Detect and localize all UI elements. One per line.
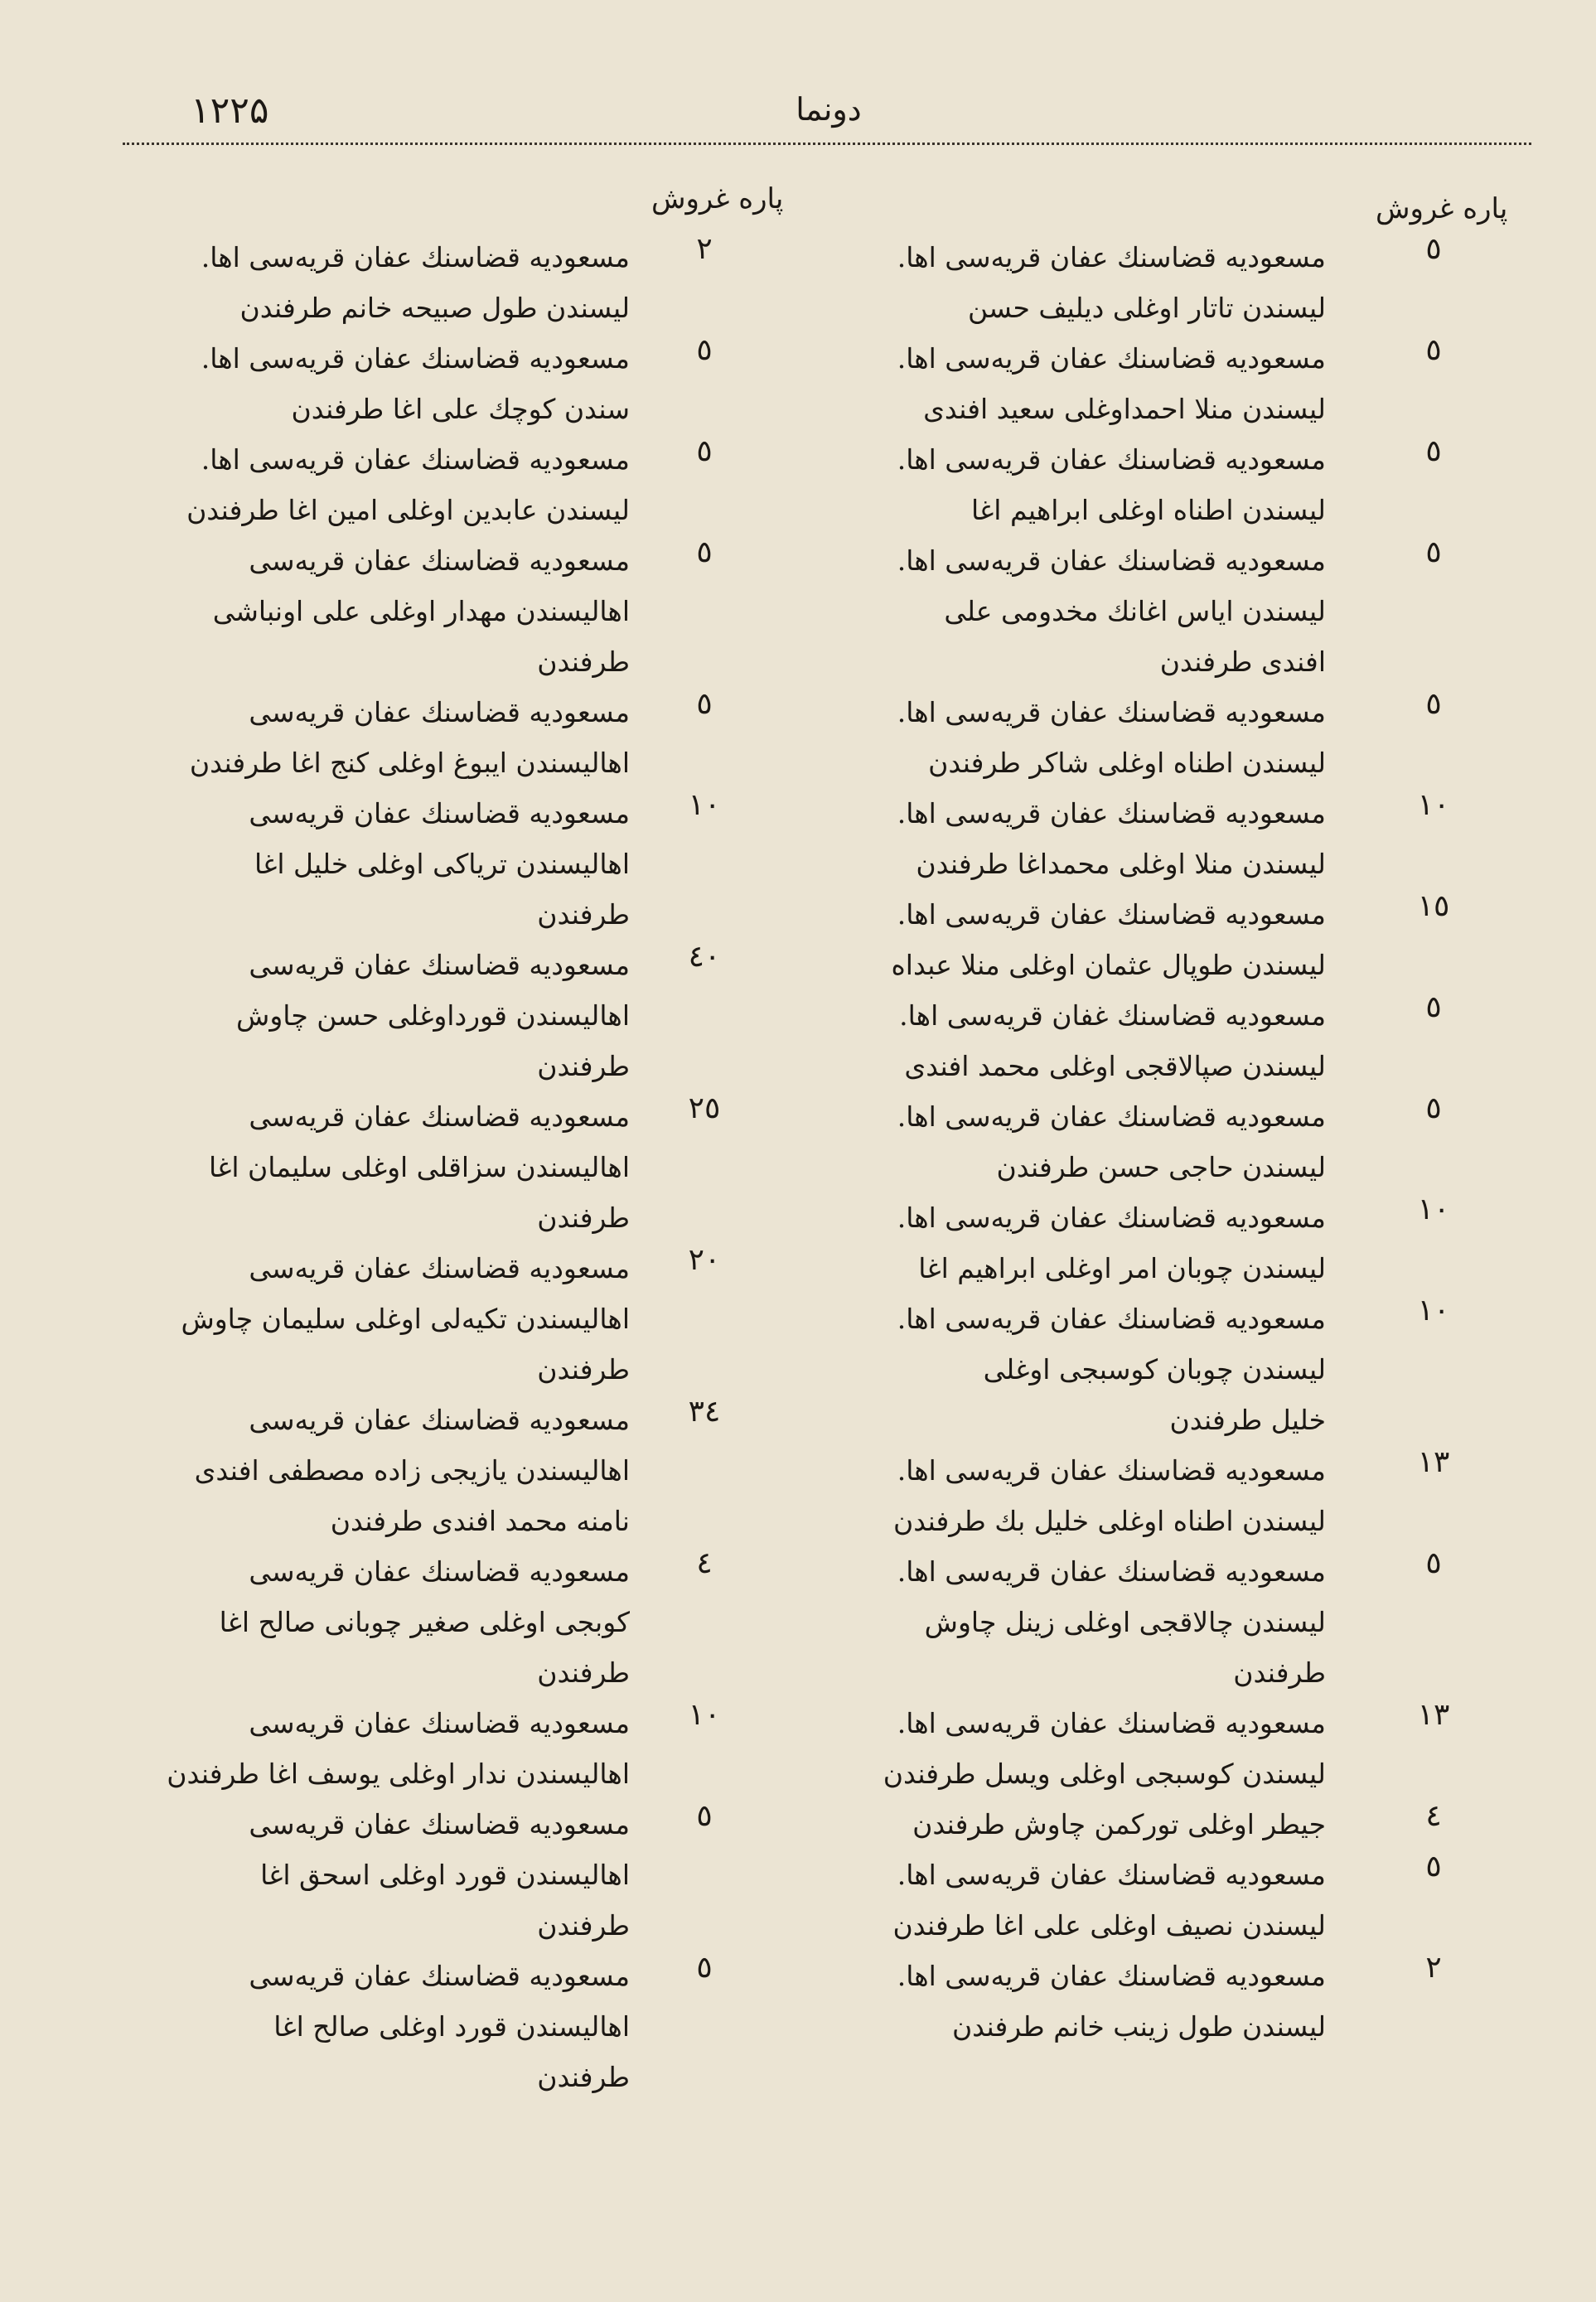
entry-line: مسعودیه قضاسنك غفان قریه‌سی اها.	[899, 999, 1326, 1032]
entry-text	[99, 1951, 630, 2102]
entry-amount: ٥	[696, 687, 713, 721]
entry-line: مسعودیه قضاسنك عفان قریه‌سی اها.	[897, 1707, 1326, 1739]
entry-amount: ٥	[696, 434, 713, 468]
entry-amount: ٥	[1425, 434, 1442, 468]
entry-line: مسعودیه قضاسنك عفان قریه‌سی	[249, 696, 630, 728]
entry-amount: ٣٤	[688, 1395, 721, 1429]
entry-line: مسعودیه قضاسنك عفان قریه‌سی اها.	[897, 443, 1326, 476]
entry-line: مسعودیه قضاسنك عفان قریه‌سی اها.	[897, 1202, 1326, 1234]
entry-amount: ٥	[1425, 1091, 1442, 1125]
entry-line: مسعودیه قضاسنك عفان قریه‌سی	[249, 1555, 630, 1588]
entry-line: لیسندن کوسبجی اوغلی ویسل طرفندن	[883, 1758, 1326, 1790]
donation-entry	[837, 434, 1500, 535]
entry-line: اهالیسندن قورد اوغلی اسحق اغا	[260, 1859, 630, 1891]
entry-line: طرفندن	[537, 1050, 630, 1082]
entry-line: اهالیسندن ایبوغ اوغلی کنج اغا طرفندن	[189, 747, 630, 779]
entry-amount: ٥	[696, 1799, 713, 1833]
entry-line: لیسندن چوبان امر اوغلی ابراهیم اغا	[918, 1252, 1326, 1284]
entry-amount: ٢	[696, 232, 713, 266]
donation-column-left	[108, 232, 771, 2254]
entry-text	[99, 1698, 630, 1799]
entry-text	[99, 687, 630, 788]
entry-text	[829, 788, 1326, 889]
entry-line: لیسندن حاجی حسن طرفندن	[996, 1151, 1326, 1183]
entry-line: لیسندن چالاقجی اوغلی زینل چاوش	[924, 1606, 1326, 1638]
entry-text	[99, 788, 630, 940]
entry-text	[99, 535, 630, 687]
entry-text	[99, 1395, 630, 1546]
entry-line: مسعودیه قضاسنك عفان قریه‌سی	[249, 1960, 630, 1992]
entry-text	[829, 333, 1326, 434]
donation-entry	[837, 1091, 1500, 1192]
entry-line: لیسندن عابدین اوغلی امین اغا طرفندن	[186, 494, 630, 526]
entry-line: طرفندن	[1233, 1656, 1326, 1689]
donation-entry	[837, 1951, 1500, 2052]
entry-line: لیسندن منلا احمداوغلی سعید افندی	[923, 393, 1326, 425]
donation-entry	[108, 232, 771, 333]
entry-line: لیسندن ایاس اغانك مخدومی علی	[944, 595, 1326, 627]
entry-line: مسعودیه قضاسنك عفان قریه‌سی	[249, 797, 630, 829]
entry-line: لیسندن تاتار اوغلی دیلیف حسن	[967, 292, 1326, 324]
entry-text	[99, 940, 630, 1091]
entry-line: لیسندن چوبان کوسبجی اوغلی	[983, 1353, 1326, 1386]
donation-entry	[837, 232, 1500, 333]
entry-amount: ٥	[1425, 1546, 1442, 1580]
entry-amount: ٥	[696, 535, 713, 569]
entry-line: لیسندن طوپال عثمان اوغلی منلا عبداه	[891, 949, 1326, 981]
entry-amount: ٤	[696, 1546, 713, 1580]
entry-line: اهالیسندن یازیجی زاده مصطفی افندی	[194, 1454, 630, 1487]
entry-text	[99, 1799, 630, 1951]
entry-line: مسعودیه قضاسنك عفان قریه‌سی اها.	[201, 342, 630, 375]
entry-line: اهالیسندن قورداوغلی حسن چاوش	[236, 999, 630, 1032]
entry-line: مسعودیه قضاسنك عفان قریه‌سی اها.	[897, 1100, 1326, 1133]
entry-line: مسعودیه قضاسنك عفان قریه‌سی اها.	[897, 342, 1326, 375]
entry-line: مسعودیه قضاسنك عفان قریه‌سی اها.	[201, 443, 630, 476]
entry-text	[99, 1091, 630, 1243]
entry-line: طرفندن	[537, 646, 630, 678]
entry-amount: ١٠	[688, 788, 721, 822]
donation-entry	[108, 940, 771, 1091]
entry-text	[829, 535, 1326, 687]
entry-line: لیسندن اطناه اوغلی خلیل بك طرفندن	[893, 1505, 1326, 1537]
entry-line: سندن کوچك علی اغا طرفندن	[291, 393, 630, 425]
entry-text	[99, 434, 630, 535]
entry-text	[829, 1951, 1326, 2052]
entry-line: افندی طرفندن	[1159, 646, 1326, 678]
entry-text	[829, 1698, 1326, 1799]
donation-entry	[108, 333, 771, 434]
column-header-right: پاره غروش	[1376, 192, 1508, 225]
entry-amount: ١٣	[1417, 1445, 1450, 1479]
entry-line: طرفندن	[537, 2061, 630, 2093]
entry-line: اهالیسندن سزاقلی اوغلی سلیمان اغا	[209, 1151, 630, 1183]
entry-line: مسعودیه قضاسنك عفان قریه‌سی اها.	[201, 241, 630, 273]
entry-line: طرفندن	[537, 1353, 630, 1386]
entry-line: جیطر اوغلی تورکمن چاوش طرفندن	[912, 1808, 1326, 1840]
entry-line: طرفندن	[537, 1656, 630, 1689]
entry-text	[829, 1192, 1326, 1294]
entry-line: اهالیسندن تکیه‌لی اوغلی سلیمان چاوش	[181, 1303, 630, 1335]
running-title: دونما	[796, 91, 862, 128]
donation-entry	[837, 333, 1500, 434]
column-header-left: پاره غروش	[651, 182, 784, 215]
entry-line: مسعودیه قضاسنك عفان قریه‌سی اها.	[897, 1303, 1326, 1335]
entry-amount: ٥	[1425, 232, 1442, 266]
entry-text	[829, 434, 1326, 535]
entry-amount: ٢٥	[688, 1091, 721, 1125]
entry-text	[99, 1546, 630, 1698]
entry-line: لیسندن اطناه اوغلی شاکر طرفندن	[928, 747, 1326, 779]
entry-line: مسعودیه قضاسنك عفان قریه‌سی اها.	[897, 241, 1326, 273]
donation-entry	[108, 1091, 771, 1243]
entry-text	[99, 333, 630, 434]
entry-amount: ١٠	[1417, 1294, 1450, 1328]
entry-line: مسعودیه قضاسنك عفان قریه‌سی اها.	[897, 797, 1326, 829]
header-divider	[123, 143, 1531, 145]
entry-line: مسعودیه قضاسنك عفان قریه‌سی اها.	[897, 1454, 1326, 1487]
entry-line: مسعودیه قضاسنك عفان قریه‌سی اها.	[897, 544, 1326, 577]
donation-entry	[108, 1546, 771, 1698]
donation-entry	[837, 1799, 1500, 1850]
entry-text	[99, 1243, 630, 1395]
entry-line: طرفندن	[537, 1909, 630, 1942]
donation-entry	[837, 1850, 1500, 1951]
entry-text	[829, 232, 1326, 333]
entry-amount: ٥	[1425, 687, 1442, 721]
donation-entry	[837, 1192, 1500, 1294]
entry-text	[829, 1850, 1326, 1951]
entry-text	[829, 1091, 1326, 1192]
donation-entry	[837, 1698, 1500, 1799]
donation-entry	[108, 1243, 771, 1395]
donation-entry	[108, 1395, 771, 1546]
entry-line: طرفندن	[537, 1202, 630, 1234]
entry-text	[829, 1445, 1326, 1546]
entry-line: مسعودیه قضاسنك عفان قریه‌سی	[249, 1252, 630, 1284]
entry-line: مسعودیه قضاسنك عفان قریه‌سی اها.	[897, 1555, 1326, 1588]
donation-entry	[108, 1951, 771, 2102]
entry-line: لیسندن طول زینب خانم طرفندن	[951, 2010, 1326, 2043]
entry-amount: ١٥	[1417, 889, 1450, 923]
entry-line: لیسندن نصیف اوغلی علی اغا طرفندن	[892, 1909, 1326, 1942]
entry-line: مسعودیه قضاسنك عفان قریه‌سی	[249, 1707, 630, 1739]
entry-line: مسعودیه قضاسنك عفان قریه‌سی اها.	[897, 696, 1326, 728]
entry-amount: ٥	[1425, 535, 1442, 569]
entry-line: طرفندن	[537, 898, 630, 931]
entry-line: کوبجی اوغلی صغیر چوبانی صالح اغا	[219, 1606, 630, 1638]
entry-amount: ٢٠	[688, 1243, 721, 1277]
entry-text	[829, 687, 1326, 788]
donation-entry	[837, 788, 1500, 889]
entry-amount: ٤	[1425, 1799, 1442, 1833]
entry-text	[99, 232, 630, 333]
entry-line: لیسندن صپالاقجی اوغلی محمد افندی	[904, 1050, 1326, 1082]
entry-line: مسعودیه قضاسنك عفان قریه‌سی اها.	[897, 1859, 1326, 1891]
entry-line: مسعودیه قضاسنك عفان قریه‌سی اها.	[897, 898, 1326, 931]
donation-column-right	[837, 232, 1500, 2254]
entry-line: مسعودیه قضاسنك عفان قریه‌سی	[249, 1404, 630, 1436]
entry-amount: ٥	[1425, 1850, 1442, 1884]
entry-amount: ٢	[1425, 1951, 1442, 1985]
entry-amount: ٥	[1425, 333, 1442, 367]
entry-line: لیسندن منلا اوغلی محمداغا طرفندن	[916, 848, 1326, 880]
entry-text	[829, 1294, 1326, 1445]
donation-entry	[108, 434, 771, 535]
entry-line: خلیل طرفندن	[1169, 1404, 1326, 1436]
entry-line: مسعودیه قضاسنك عفان قریه‌سی اها.	[897, 1960, 1326, 1992]
donation-entry	[108, 1698, 771, 1799]
donation-entry	[837, 687, 1500, 788]
entry-amount: ٤٠	[688, 940, 721, 974]
entry-line: اهالیسندن مهدار اوغلی علی اونباشی	[212, 595, 630, 627]
donation-entry	[837, 990, 1500, 1091]
entry-text	[829, 1546, 1326, 1698]
entry-amount: ١٣	[1417, 1698, 1450, 1732]
donation-entry	[837, 889, 1500, 990]
entry-text	[829, 1799, 1326, 1850]
entry-amount: ٥	[696, 1951, 713, 1985]
entry-amount: ١٠	[1417, 1192, 1450, 1226]
entry-amount: ٥	[696, 333, 713, 367]
page-number: ۱۲۲۵	[191, 89, 269, 132]
donation-entry	[108, 788, 771, 940]
entry-line: لیسندن اطناه اوغلی ابراهیم اغا	[971, 494, 1326, 526]
donation-entry	[108, 1799, 771, 1951]
entry-line: مسعودیه قضاسنك عفان قریه‌سی	[249, 949, 630, 981]
entry-amount: ١٠	[1417, 788, 1450, 822]
entry-amount: ٥	[1425, 990, 1442, 1024]
entry-line: اهالیسندن قورد اوغلی صالح اغا	[273, 2010, 630, 2043]
donation-entry	[837, 535, 1500, 687]
donation-entry	[837, 1546, 1500, 1698]
entry-text	[829, 990, 1326, 1091]
entry-text	[829, 889, 1326, 990]
donation-entry	[108, 687, 771, 788]
donation-entry	[837, 1445, 1500, 1546]
entry-line: اهالیسندن تریاکی اوغلی خلیل اغا	[254, 848, 630, 880]
entry-amount: ١٠	[688, 1698, 721, 1732]
donation-entry	[108, 535, 771, 687]
entry-line: لیسندن طول صبیحه خانم طرفندن	[239, 292, 630, 324]
donation-entry	[837, 1294, 1500, 1445]
entry-line: مسعودیه قضاسنك عفان قریه‌سی	[249, 1100, 630, 1133]
entry-line: نامنه محمد افندی طرفندن	[330, 1505, 630, 1537]
entry-line: اهالیسندن ندار اوغلی یوسف اغا طرفندن	[167, 1758, 630, 1790]
entry-line: مسعودیه قضاسنك عفان قریه‌سی	[249, 544, 630, 577]
entry-line: مسعودیه قضاسنك عفان قریه‌سی	[249, 1808, 630, 1840]
